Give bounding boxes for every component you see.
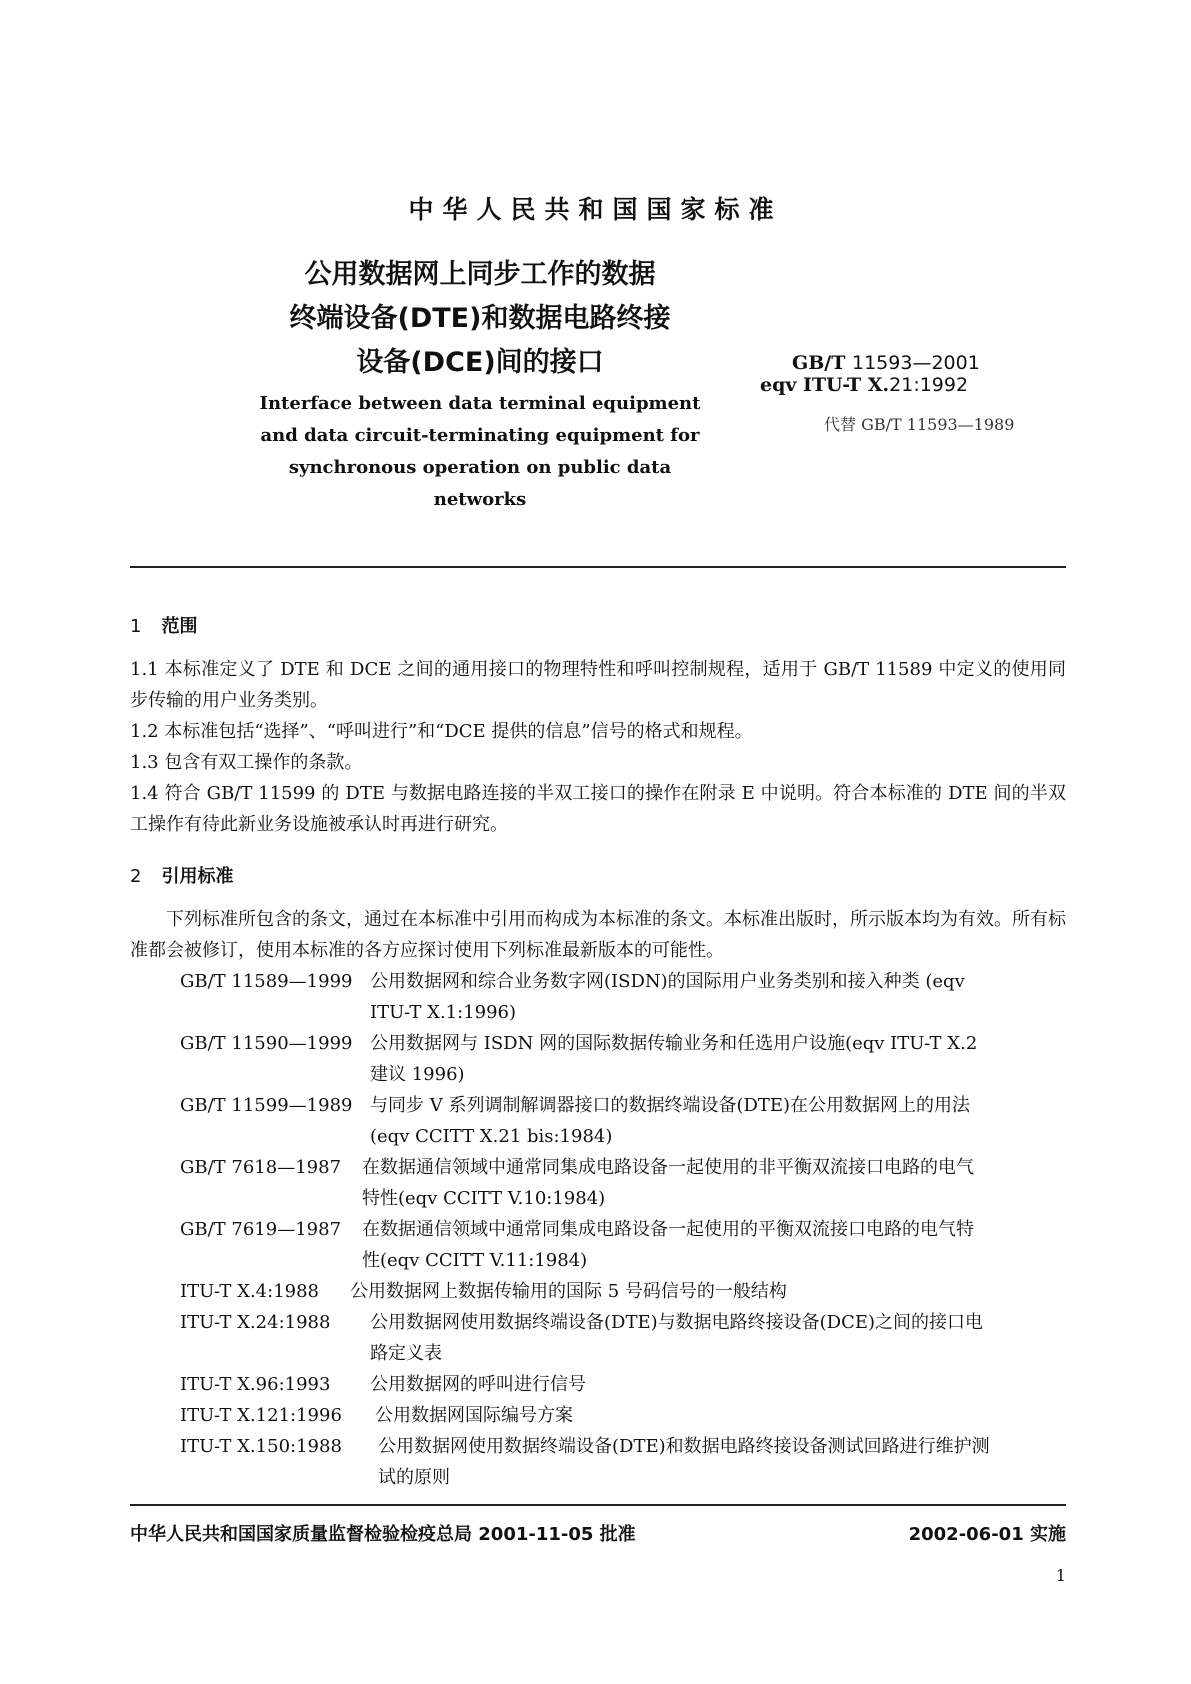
ref-code: ITU-T X.150:1988 — [180, 1436, 342, 1457]
title-cn-line: 设备(DCE)间的接口 — [356, 347, 604, 378]
approval-line: 中华人民共和国国家质量监督检验检疫总局 2001-11-05 批准 — [130, 1524, 636, 1545]
standard-header: 中华人民共和国国家标准 — [408, 195, 783, 224]
header-rule — [130, 566, 1066, 568]
implementation-date: 2002-06-01 实施 — [908, 1524, 1066, 1545]
ref-text: 公用数据网使用数据终端设备(DTE)和数据电路终接设备测试回路进行维护测试的原则 — [378, 1436, 990, 1488]
title-en-line: and data circuit-terminating equipment for — [260, 425, 700, 446]
clause: 1.1 本标准定义了 DTE 和 DCE 之间的通用接口的物理特性和呼叫控制规程，适用于 GB/T 11589 中定义的使用同步传输的用户业务类别。 — [130, 659, 1066, 711]
ref-text: 公用数据网和综合业务数字网(ISDN)的国际用户业务类别和接入种类 (eqv ITU-T X.1:1996) — [370, 971, 965, 1023]
section-1-heading — [130, 612, 197, 638]
ref-code: ITU-T X.24:1988 — [180, 1312, 331, 1333]
ref-text: 公用数据网上数据传输用的国际 5 号码信号的一般结构 — [350, 1281, 787, 1302]
clause: 1.4 符合 GB/T 11599 的 DTE 与数据电路连接的半双工接口的操作在附录 E 中说明。符合本标准的 DTE 间的半双工操作有待此新业务设施被承认时再进行研究。 — [130, 783, 1066, 835]
ref-text: 公用数据网使用数据终端设备(DTE)与数据电路终接设备(DCE)之间的接口电路定义表 — [370, 1312, 984, 1364]
ref-text: 公用数据网与 ISDN 网的国际数据传输业务和任选用户设施(eqv ITU-T X.2建议 1996) — [370, 1033, 978, 1085]
section-2-heading — [130, 862, 233, 888]
section-1-body — [130, 654, 1066, 840]
eqv-prefix: eqv ITU-T X. — [760, 374, 890, 396]
code-prefix: GB/T — [792, 352, 846, 374]
section-number: 2 — [130, 866, 142, 887]
ref-code: GB/T 11589—1999 — [180, 971, 353, 992]
clause: 1.2 本标准包括“选择”、“呼叫进行”和“DCE 提供的信息”信号的格式和规程。 — [130, 721, 753, 742]
ref-code: ITU-T X.96:1993 — [180, 1374, 331, 1395]
ref-text: 在数据通信领域中通常同集成电路设备一起使用的平衡双流接口电路的电气特性(eqv CCITT V.11:1984) — [362, 1219, 974, 1271]
section-number: 1 — [130, 616, 142, 637]
replaces-note: 代替 GB/T 11593—1989 — [824, 415, 1015, 434]
footer-rule — [130, 1504, 1066, 1506]
ref-code: ITU-T X.4:1988 — [180, 1281, 319, 1302]
title-cn-line: 公用数据网上同步工作的数据 — [304, 259, 656, 290]
page-number: 1 — [1055, 1566, 1066, 1585]
section-title: 引用标准 — [161, 866, 234, 887]
title-cn-line: 终端设备(DTE)和数据电路终接 — [289, 303, 671, 334]
ref-text: 与同步 V 系列调制解调器接口的数据终端设备(DTE)在公用数据网上的用法(eqv CCITT X.21 bis:1984) — [370, 1095, 971, 1147]
title-cn — [240, 253, 720, 385]
title-en-line: synchronous operation on public data networks — [288, 457, 672, 510]
ref-code: GB/T 7619—1987 — [180, 1219, 342, 1240]
ref-text: 在数据通信领域中通常同集成电路设备一起使用的非平衡双流接口电路的电气特性(eqv CCITT V.10:1984) — [362, 1157, 974, 1209]
title-en — [240, 388, 720, 516]
title-en-line: Interface between data terminal equipment — [259, 393, 701, 414]
eqv-number: 21:1992 — [889, 374, 969, 396]
equivalent-code — [760, 374, 968, 396]
ref-text: 公用数据网国际编号方案 — [375, 1405, 573, 1426]
standard-code — [792, 352, 980, 374]
clause: 1.3 包含有双工操作的条款。 — [130, 752, 363, 773]
code-number: 11593—2001 — [852, 352, 980, 374]
ref-code: GB/T 11599—1989 — [180, 1095, 353, 1116]
ref-code: GB/T 11590—1999 — [180, 1033, 353, 1054]
ref-code: ITU-T X.121:1996 — [180, 1405, 342, 1426]
ref-text: 公用数据网的呼叫进行信号 — [370, 1374, 586, 1395]
section-title: 范围 — [161, 616, 198, 637]
ref-code: GB/T 7618—1987 — [180, 1157, 342, 1178]
section-2-intro: 下列标准所包含的条文，通过在本标准中引用而构成为本标准的条文。本标准出版时，所示版本均为有效。所有标准都会被修订，使用本标准的各方应探讨使用下列标准最新版本的可能性。 — [130, 909, 1066, 961]
